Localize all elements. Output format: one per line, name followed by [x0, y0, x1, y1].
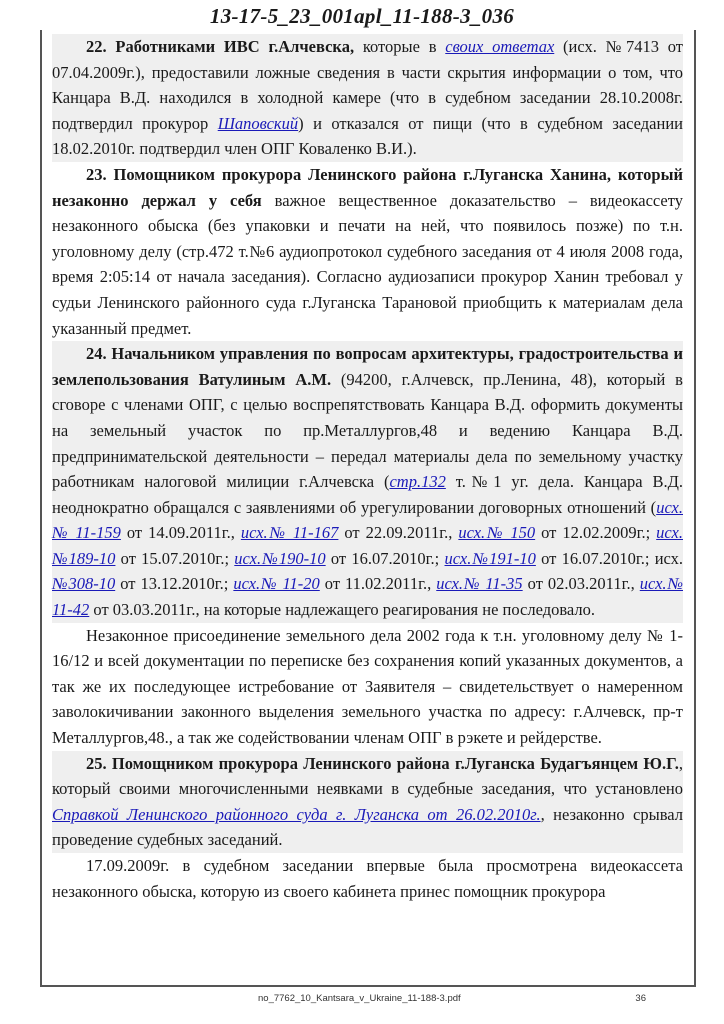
reference-date-text: от 13.12.2010г.; — [115, 574, 234, 594]
paragraph-22-number: 22. — [86, 37, 107, 56]
paragraph-25-text-2: , незаконно срывал проведение судебных заседаний. — [52, 804, 683, 850]
reference-link[interactable]: исх.№191-10 — [444, 548, 536, 568]
paragraph-25-text-1: , который своими многочисленными неявками в судебные заседания, что установлено — [52, 753, 683, 799]
reference-link[interactable]: исх.№ 11-35 — [436, 574, 523, 594]
paragraph-24-text-1: (94200, г.Алчевск, пр.Ленина, 48), который в сговоре с членами ОПГ, с целью воспрепятствовать Канцара В.Д. оформить документы на земельный участок по пр.Металлургов,48 и ведению Канцара В.Д. предпринимательской деятельности – передал материалы дела по земельному участку работникам налоговой милиции г.Алчевска ( — [52, 369, 683, 492]
footer-page-number: 36 — [635, 993, 646, 1004]
paragraph-25-heading: 25. Помощником прокурора Ленинского района г.Луганска Будагъянцем Ю.Г. — [86, 753, 679, 773]
reference-link[interactable]: исх.№ 11-167 — [240, 523, 339, 543]
reference-date-text: от 15.07.2010г.; — [115, 548, 235, 568]
link-spravka-leninskogo-suda[interactable]: Справкой Ленинского районного суда г. Луганска от 26.02.2010г. — [52, 804, 541, 824]
paragraph-22-text-2: (исх. №7413 от 07.04.2009г.), предоставили ложные сведения в части скрытия информации о том, что Канцара В.Д. находился в холодной камере (что в судебном заседании 28.10.2008г. подтвердил прокурор — [52, 37, 683, 133]
reference-link[interactable]: исх.№ 11-20 — [233, 574, 320, 594]
link-str-132[interactable]: стр.132 — [389, 472, 446, 492]
paragraph-25 — [52, 751, 683, 853]
reference-date-text: от 16.07.2010г.; исх. — [535, 548, 684, 568]
document-id-header: 13-17-5_23_001apl_11-188-3_036 — [209, 4, 515, 28]
paragraph-22-heading: Работниками ИВС г.Алчевска, — [115, 37, 355, 56]
footer-filename: no_7762_10_Kantsara_v_Ukraine_11-188-3.pdf — [258, 993, 461, 1004]
paragraph-24 — [52, 341, 683, 623]
paragraph-24-continuation: Незаконное присоединение земельного дела 2002 года к т.н. уголовному делу № 1-16/12 и всей документации по переписке без сохранения копий указанных документов, а так же их последующее истребование от Заявителя – свидетельствует о намеренном заволокичивании законного выделения земельного участка по адресу: г.Алчевск, пр-т Металлургов,48., а так же содействовании членам ОПГ в рэкете и рейдерстве. — [52, 625, 683, 748]
reference-date-text: от 12.02.2009г.; — [535, 523, 657, 543]
reference-date-text: от 11.02.2011г., — [319, 574, 437, 594]
paragraph-24-text-2: т.№1 уг. дела. Канцара В.Д. неоднократно обращался с заявлениями об урегулировании договорных отношений ( — [52, 472, 683, 517]
paragraph-22-text-3: ) и отказался от пищи (что в судебном заседании 18.02.2010г. подтвердил член ОПГ Коваленко В.И.). — [52, 113, 683, 159]
reference-date-text: от 03.03.2011г., на которые надлежащего реагирования не последовало. — [89, 600, 595, 620]
reference-date-text: от 16.07.2010г.; — [325, 548, 445, 568]
paragraph-22 — [52, 34, 683, 162]
reference-link[interactable]: исх.№190-10 — [234, 548, 326, 568]
paragraph-23-text: важное вещественное доказательство – видеокассету незаконного обыска (без упаковки и печати на ней, что появилось позже) по т.н. уголовному делу (стр.472 т.№6 аудиопротокол судебного заседания от 4 июля 2008 года, время 2:05:14 от начала заседания). Согласно аудиозаписи прокурор Ханин требовал у судьи Ленинского районного суда г.Луганска Тарановой приобщить к материалам дела указанный предмет. — [52, 190, 683, 338]
document-body — [52, 34, 683, 904]
reference-link[interactable]: исх.№ 150 — [458, 523, 536, 543]
paragraph-22-text-1: которые в — [354, 37, 446, 56]
reference-date-text: от 02.03.2011г., — [522, 574, 640, 594]
reference-link[interactable]: исх.№189-10 — [52, 523, 683, 568]
link-svoih-otvetah[interactable]: своих ответах — [445, 37, 555, 56]
reference-link[interactable]: исх.№ 11-42 — [52, 574, 683, 620]
reference-link[interactable]: исх.№ 11-159 — [52, 497, 683, 543]
link-shapovsky[interactable]: Шаповский — [217, 113, 299, 133]
paragraph-23-heading: 23. Помощником прокурора Ленинского района г.Луганска Ханина, который незаконно держал у себя — [52, 164, 683, 210]
reference-date-text: от 22.09.2011г., — [338, 523, 459, 543]
paragraph-23 — [52, 162, 683, 341]
reference-link[interactable]: №308-10 — [52, 574, 116, 594]
reference-date-text: от 14.09.2011г., — [120, 523, 241, 543]
paragraph-24-heading: 24. Начальником управления по вопросам архитектуры, градостроительства и землепользования Ватулиным А.М. — [52, 344, 683, 389]
paragraph-25-continuation: 17.09.2009г. в судебном заседании впервые была просмотрена видеокассета незаконного обыска, которую из своего кабинета принес помощник прокурора — [52, 856, 683, 901]
